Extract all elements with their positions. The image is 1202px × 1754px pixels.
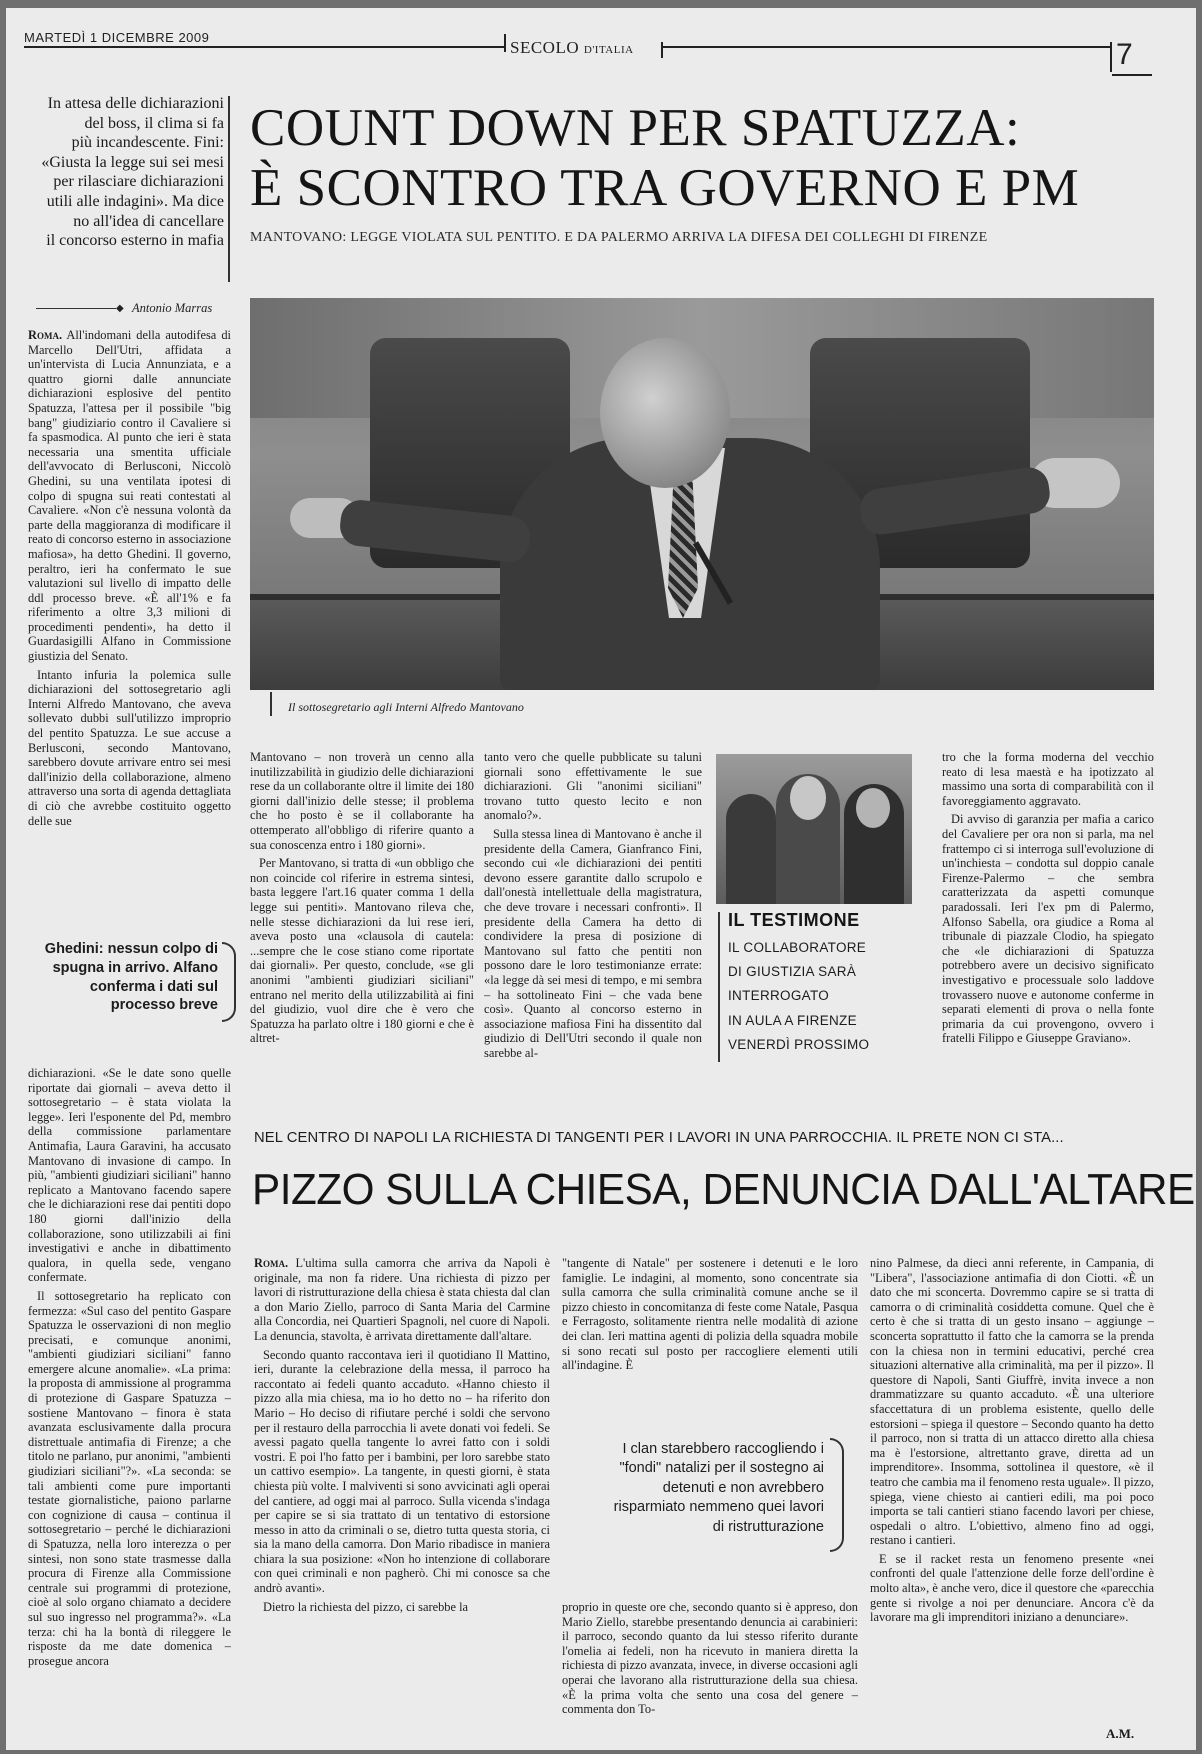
paragraph: Mantovano – non troverà un cenno alla inutilizzabilità in giudizio delle dichiarazioni rese da un collaborante oltre il limite dei 180 giorni dall'inizio delle stesse; il problema che ho posto è se il collaborante ha ottemperato all'obbligo di riferire quanto a sua conoscenza entro i 180 giorni». — [250, 750, 474, 852]
kicker-line: no all'idea di cancellare — [73, 212, 224, 230]
paragraph: tanto vero che quelle pubblicate su taluni giornali sono effettivamente le sue dichiarazioni. Gli "anonimi siciliani" trovano tutto questo lecito e non anomalo?». — [484, 750, 702, 823]
main-article-col1-lower — [28, 1066, 231, 1748]
sidebar-line: IN AULA A FIRENZE — [728, 1012, 857, 1028]
header-rule-right — [663, 46, 1110, 48]
main-headline-line2: È SCONTRO TRA GOVERNO E PM — [250, 159, 1080, 217]
second-article-col2-lower — [562, 1600, 858, 1746]
mantovano-photo — [250, 298, 1154, 690]
man-head — [600, 338, 730, 488]
sidebar-text — [728, 936, 869, 1057]
signature: A.M. — [1106, 1726, 1135, 1741]
kicker-line: «Giusta la legge sui sei mesi — [41, 153, 224, 171]
kicker-box — [28, 94, 224, 251]
crowd-face — [790, 776, 826, 820]
page-number: 7 — [1116, 38, 1133, 71]
main-article-col1-upper — [28, 328, 231, 908]
kicker-line: per rilasciare dichiarazioni — [53, 173, 224, 191]
page-number-box — [1110, 42, 1112, 72]
paragraph: tro che la forma moderna del vecchio reato di lesa maestà e ha ipotizzato al massimo una sorta di comparabilità con il favoreggiamento aggravato. — [942, 750, 1154, 808]
paragraph: nino Palmese, da dieci anni referente, in Campania, di "Libera", l'associazione antimafia di don Ciotti. «È un dato che mi sconcerta. Dovremmo capire se si tratta di camorra o di criminalità cosiddetta comune. Quel che è certo è che si tratta di un gesto insano – aggiunge – sconcerta soprattutto il fatto che la camorra se la prenda con la chiesa non in termini educativi, perché crea situazioni alternative alla criminalità, ma per il pizzo». Il questore di Napoli, Santi Giuffrè, invita invece a non drammatizzare su quanto accaduto. «È una ulteriore sfaccettatura di un problema esistente, quello delle estorsioni – spiega il questore – Secondo quanto ha detto il parroco, non si tratta di un attacco diretto alla chiesa ma è l'estorsione, altrettanto grave, diretta ad un imprenditore». Insomma, sottolinea il questore, «è il teatro che cambia ma il fenomeno resta uguale». Il pizzo, spiega, viene chiesto ai cantieri edili, ma poi poco importa se tali cantieri stiano facendo lavori per chiese, ospedali o altro. L'obiettivo, almeno fino ad oggi, restano i cantieri. — [870, 1256, 1154, 1548]
kicker-line: più incandescente. Fini: — [71, 134, 224, 152]
newspaper-name-main: SECOLO — [510, 38, 580, 57]
author-rule — [36, 308, 116, 309]
sidebar-line: VENERDÌ PROSSIMO — [728, 1036, 870, 1052]
second-article-col1 — [254, 1256, 550, 1744]
main-headline — [250, 98, 1180, 218]
kicker-rule — [228, 96, 230, 282]
paragraph: All'indomani della autodifesa di Marcello Dell'Utri, affidata a un'intervista di Lucia Annunziata, e a quattro giorni dalle annunciate dichiarazioni esplosive del pentito Spatuzza, l'attesa per il possibile "big bang" giudiziario contro il Cavaliere si fa spasmodica. Al punto che ieri è stata necessaria una smentita ufficiale dell'avvocato di Berlusconi, Niccolò Ghedini, su una ventilata ipotesi di colpo di spugna sui reati contestati al Cavaliere. «Non c'è nessuna volontà da parte della maggioranza di modificare il reato di concorso esterno in associazione mafiosa», ha detto Ghedini. Il governo, peraltro, ieri ha confermato le sue valutazioni sul livello di impatto delle ddl processo breve. «È all'1% e fa riferimento a oltre 3,3 milioni di procedimenti pendenti», ha detto il Guardasigilli Alfano in Commissione giustizia del Senato. — [28, 328, 231, 664]
testimone-photo — [716, 754, 912, 904]
sidebar-rule — [718, 912, 720, 1062]
paragraph: proprio in queste ore che, secondo quanto si è appreso, don Mario Ziello, starebbe presentando denuncia ai carabinieri: il parroco, secondo quanto da lui stesso riferito durante l'omelia ai fedeli, non ha ricevuto in maniera diretta la richiesta di pizzo avanzata, invece, in diverse occasioni agli operai che lavorano alla ristrutturazione della sua chiesa. «È la prima volta che sento una cosa del genere – commenta don To- — [562, 1600, 858, 1717]
kicker-line: utili alle indagini». Ma dice — [46, 192, 224, 210]
photo-caption: Il sottosegretario agli Interni Alfredo Mantovano — [288, 700, 524, 714]
header-rule-left — [24, 46, 506, 48]
dateline: Roma. — [28, 328, 63, 342]
main-article-col3 — [484, 750, 702, 1102]
author-byline: Antonio Marras — [132, 301, 213, 315]
crowd-face — [856, 788, 890, 828]
header-pipe-right — [661, 42, 663, 58]
paragraph: dichiarazioni. «Se le date sono quelle riportate dai giornali – aveva detto il sottosegretario – è stata violata la legge». Ieri l'esponente del Pd, membro della commissione parlamentare Antimafia, Laura Garavini, ha accusato Mantovano di invasione di campo. In più, "ambienti giudiziari siciliani" hanno replicato a Mantovano facendo sapere che le dichiarazioni rese dai pentiti dopo 180 giorni dall'inizio della collaborazione, sono utilizzabili ai fini investigativi e anche in dibattimento qualora, in quella sede, vengano confermate. — [28, 1066, 231, 1285]
kicker-line: In attesa delle dichiarazioni — [47, 95, 224, 112]
sidebar-title: IL TESTIMONE — [728, 910, 860, 930]
header-pipe-left — [504, 34, 506, 52]
crowd-person — [726, 794, 776, 904]
paragraph: Per Mantovano, si tratta di «un obbligo che non coincide col riferire in estrema sintesi, basta leggere l'art.16 quater comma 1 della legge sui pentiti». Mantovano rileva che, nelle stesse dichiarazioni da lui rese ieri, aveva posto una «clausola di cautela: ...sempre che le cose stiano come riportate dai giornali». Per questo, conclude, «se gli anonimi "ambienti giudiziari siciliani" entrano nel merito della utilizzabilità ai fini del giudizio, vuol dire che è vero che Spatuzza ha parlato oltre i 180 giorni e che è altret- — [250, 856, 474, 1046]
sidebar-line: IL COLLABORATORE — [728, 940, 867, 955]
paragraph: Secondo quanto raccontava ieri il quotidiano Il Mattino, ieri, durante la celebrazione della messa, il parroco ha raccontato ai fedeli quanto accaduto. «Hanno chiesto il pizzo alla mia chiesa, ma io ho detto no – ha riferito don Mario – Ho deciso di rifiutare perché i soldi che servono per il restauro della parrocchia li avete donati voi fedeli. Se avessi pagato quella tangente lo avrei fatto con i soldi vostri. E poi l'ho fatto per i bambini, per loro sarebbe stato un cattivo esempio». La tangente, in questi giorni, è stata chiesta più volte. I malviventi si sono avvicinati agli operai del cantiere, ad oggi mai al parroco. Sulla vicenda s'indaga per capire se si sia trattato di un tentativo di estorsione messo in atto da criminali o se, dietro tutta questa storia, ci sia la mano della camorra. Don Mario ribadisce in maniera chiara la sua posizione: «Non ho intenzione di collaborare con quei criminali e non pagherò. Chi mi conosce sa che andrò avanti». — [254, 1347, 550, 1596]
second-article-col3 — [870, 1256, 1154, 1716]
second-headline: PIZZO SULLA CHIESA, DENUNCIA DALL'ALTARE — [252, 1165, 1195, 1214]
page-number-underline — [1112, 74, 1152, 76]
second-kicker: NEL CENTRO DI NAPOLI LA RICHIESTA DI TANGENTI PER I LAVORI IN UNA PARROCCHIA. IL PRETE NON CI STA... — [254, 1130, 1064, 1146]
sidebar-line: INTERROGATO — [728, 988, 830, 1004]
paragraph: Di avviso di garanzia per mafia a carico del Cavaliere per ora non si parla, ma nel frattempo ci si interroga sull'evoluzione di un'inchiesta – condotta sul doppio canale Firenze-Palermo – che sembra caratterizzata da aspetti comunque paradossali. Ieri l'ex pm di Palermo, Alfonso Sabella, ora giudice a Roma al tribunale di piazzale Clodio, ha spiegato che «le dichiarazioni di Spatuzza potrebbero avere un decisivo significato investigativo e processuale solo laddove trovassero nuove e autonome conferme in separati elementi di prova o nella fonte primaria da cui provengono, ovvero i fratelli Filippo e Giuseppe Graviano». — [942, 812, 1154, 1046]
paragraph: "tangente di Natale" per sostenere i detenuti e le loro famiglie. Le indagini, al momento, sono concentrate sia sulla camorra che sulla criminalità comune anche se il pizzo chiesto in concomitanza di feste come Natale, Pasqua e Ferragosto, solitamente rientra nelle modalità di azione dei clan. Ieri mattina agenti di polizia della squadra mobile si sono recati sul posto per raccogliere elementi utili all'indagine. È — [562, 1256, 858, 1373]
newspaper-name-suffix: D'ITALIA — [583, 44, 634, 56]
newspaper-name — [510, 38, 634, 58]
main-headline-line1: COUNT DOWN PER SPATUZZA: — [250, 99, 1021, 157]
pullquote-bracket — [830, 1438, 844, 1552]
paragraph: Dietro la richiesta del pizzo, ci sarebbe la — [263, 1599, 469, 1614]
second-article-col2-upper — [562, 1256, 858, 1406]
kicker-line: il concorso esterno in mafia — [46, 232, 224, 250]
pullquote-bracket — [222, 942, 236, 1022]
newspaper-page — [6, 8, 1196, 1750]
pullquote-ghedini: Ghedini: nessun colpo di spugna in arrivo. Alfano conferma i dati sul processo breve — [44, 941, 218, 1014]
main-article-col2 — [250, 750, 474, 1102]
pullquote-clan: I clan starebbero raccogliendo i "fondi" natalizi per il sostegno ai detenuti e non avrebbero risparmiato nemmeno quei lavori di ristrutturazione — [613, 1441, 824, 1535]
paragraph: Il sottosegretario ha replicato con fermezza: «Sul caso del pentito Gaspare Spatuzza le osservazioni di non meglio precisati, e comunque anonimi, "ambienti giudiziari siciliani" fanno emergere alcune anomalie». «La prima: la proposta di ammissione al programma di protezione di Gaspare Spatuzza – sostiene Mantovano – finora è stata avanzata esclusivamente dalla procura distrettuale antimafia di Firenze; a che titolo ne parlano, pur anonimi, "ambienti giudiziari siciliani"?». «La seconda: se tali ambienti come pure importanti testate giornalistiche, paiono parlarne con cognizione di causa – continua il sottosegretario – perché le dichiarazioni di Spatuzza, nella loro interezza o per sintesi, non sono state trasmesse dalla procura di Firenze alla Commissione centrale sui programmi di protezione, cioè al solo organo chiamato a decidere sul suo ingresso nel programma?». «La terza: chi ha la bontà di rileggere le risposte da me date domenica – prosegue ancora — [28, 1288, 231, 1668]
kicker-line: del boss, il clima si fa — [84, 114, 224, 132]
paragraph: Intanto infuria la polemica sulle dichiarazioni del sottosegretario agli Interni Alfredo Mantovano, che aveva sollevato dubbi sull'utilizzo improprio del pentito Spatuzza. Le sue accuse a Berlusconi, secondo Mantovano, sarebbero dovute arrivare entro sei mesi dall'inizio della collaborazione, almeno attraverso una sorta di agenda dettagliata di ciò che avrebbe costituito oggetto delle sue — [28, 667, 231, 828]
main-article-col5 — [942, 750, 1154, 1102]
paragraph: Sulla stessa linea di Mantovano è anche il presidente della Camera, Gianfranco Fini, secondo cui «le dichiarazioni dei pentiti devono essere garantite dallo scrupolo e dall'onestà intellettuale della magistratura, che deve trovare i necessari confronti». Il presidente della Camera ha detto di condividere la presa di posizione di Mantovano sul fatto che pentiti non possono dare le loro testimonianze errate: «la legge dà sei mesi di tempo, e mi sembra – ha sottolineato Fini – che vada bene così». Quanto al concorso esterno in associazione mafiosa Fini ha dissentito dal giudizio di Dell'Utri secondo il quale non sarebbe al- — [484, 826, 702, 1060]
caption-rule — [270, 692, 272, 716]
author-diamond-icon: ◆ — [116, 303, 124, 314]
issue-date: MARTEDÌ 1 DICEMBRE 2009 — [24, 30, 210, 45]
paragraph: E se il racket resta un fenomeno presente «nei confronti del quale l'attenzione delle forze dell'ordine è molto alta», è anche vero, dice il questore che «parecchia gente si rivolge a noi per denunciare. Ancora c'è da lavorare ma gli imprenditori iniziano a denunciare». — [870, 1551, 1154, 1625]
dateline: Roma. — [254, 1256, 289, 1270]
main-subhead: MANTOVANO: LEGGE VIOLATA SUL PENTITO. E DA PALERMO ARRIVA LA DIFESA DEI COLLEGHI DI FIRENZE — [250, 230, 988, 245]
paragraph: L'ultima sulla camorra che arriva da Napoli è originale, ma non fa ridere. Una richiesta di pizzo per lavori di ristrutturazione della chiesa è stata chiesta dal clan a don Mario Ziello, parroco di Santa Maria del Carmine alla Concordia, nei Quartieri Spagnoli, nel cuore di Napoli. La denuncia, stavolta, è arrivata direttamente dall'altare. — [254, 1256, 550, 1343]
sidebar-line: DI GIUSTIZIA SARÀ — [728, 964, 857, 980]
